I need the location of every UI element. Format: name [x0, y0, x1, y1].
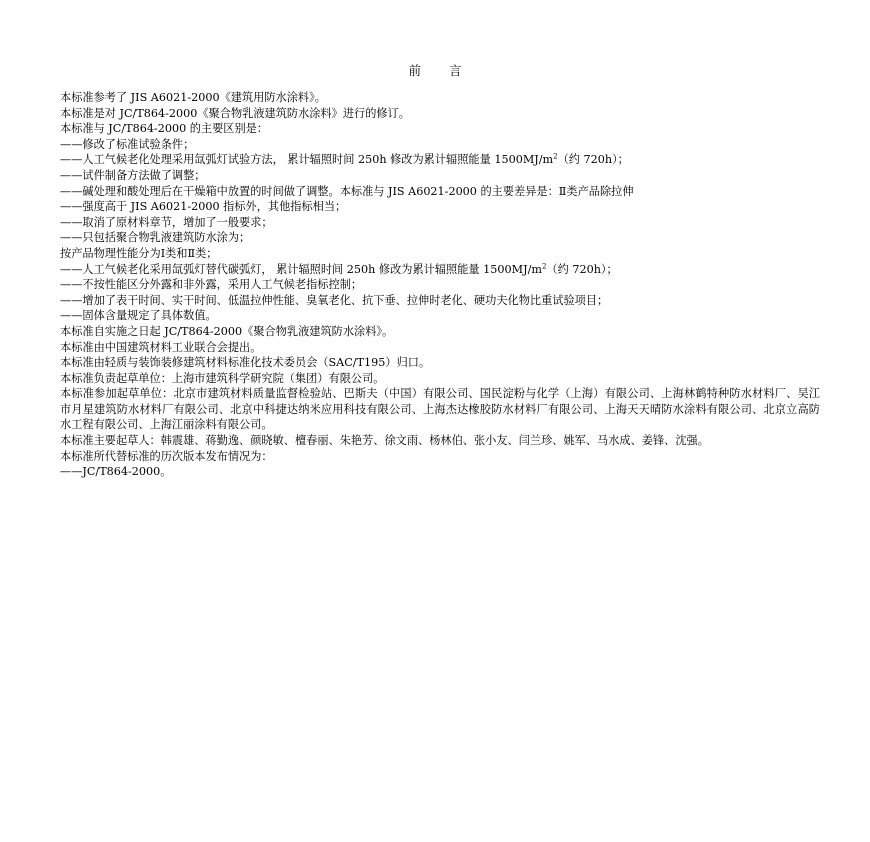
- line-text: ——增加了表干时间、实干时间、低温拉伸性能、臭氧老化、抗下垂、拉伸时老化、硬功夫化物比重试验项目；: [60, 293, 609, 307]
- history-line: 本标准所代替标准的历次版本发布情况为：: [60, 449, 273, 463]
- text-line: [60, 277, 820, 293]
- text-line: [60, 308, 820, 324]
- text-line: [60, 152, 820, 168]
- line-list: [60, 90, 820, 386]
- history-item-line: ——JC/T864-2000。: [60, 465, 172, 479]
- line-text: 本标准与 JC/T864-2000 的主要区别是：: [60, 122, 269, 136]
- line-text: 本标准自实施之日起 JC/T864-2000《聚合物乳液建筑防水涂料》。: [60, 324, 394, 338]
- line-text: ——固体含量规定了具体数值。: [60, 309, 217, 323]
- text-line: [60, 246, 820, 262]
- text-line: [60, 340, 820, 356]
- line-text: ——取消了原材料章节，增加了一般要求；: [60, 215, 273, 229]
- line-text: 本标准由轻质与装饰装修建筑材料标准化技术委员会（SAC/T195）归口。: [60, 356, 431, 370]
- line-text: ——人工气候老化处理采用氙弧灯试验方法， 累计辐照时间 250h 修改为累计辐照能量 1500MJ/m: [60, 153, 554, 167]
- text-line: [60, 137, 820, 153]
- text-line: [60, 371, 820, 387]
- line-text: ——修改了标准试验条件；: [60, 137, 195, 151]
- line-text: ——不按性能区分外露和非外露，采用人工气候老指标控制；: [60, 278, 363, 292]
- document-title: 前 言: [408, 63, 474, 78]
- line-text: 本标准由中国建筑材料工业联合会提出。: [60, 340, 262, 354]
- text-line: [60, 106, 820, 122]
- line-text: 本标准是对 JC/T864-2000《聚合物乳液建筑防水涂料》进行的修订。: [60, 106, 410, 120]
- text-line: [60, 199, 820, 215]
- text-line: [60, 90, 820, 106]
- participants-paragraph: 本标准参加起草单位：北京市建筑材料质量监督检验站、巴斯夫（中国）有限公司、国民淀粉与化学（上海）有限公司、上海林鹤特种防水材料厂、吴江市月星建筑防水材料厂有限公司、北京中科捷达纳米应用科技有限公司、上海杰达橡胶防水材料厂有限公司、上海天天晴防水涂料有限公司、北京立高防水工程有限公司、上海江丽涂料有限公司。: [60, 387, 820, 432]
- line-text: ——强度高于 JIS A6021-2000 指标外，其他指标相当；: [60, 200, 347, 214]
- line-superscript: 2: [541, 261, 547, 270]
- line-text: 本标准负责起草单位：上海市建筑科学研究院（集团）有限公司。: [60, 371, 385, 385]
- line-text: 本标准参考了 JIS A6021-2000《建筑用防水涂料》。: [60, 91, 326, 104]
- drafters-paragraph: 本标准主要起草人：韩震雄、蒋勤逸、颜晓敏、檀春丽、朱艳芳、徐文雨、杨林伯、张小友、闫兰珍、姚军、马水成、姜锋、沈强。: [60, 434, 709, 448]
- text-line: [60, 230, 820, 246]
- text-line: [60, 355, 820, 371]
- text-line: [60, 121, 820, 137]
- line-text: 按产品物理性能分为Ⅰ类和Ⅱ类；: [60, 246, 218, 260]
- document-body: [60, 90, 820, 480]
- text-line: [60, 168, 820, 184]
- line-superscript: 2: [553, 152, 558, 161]
- text-line: [60, 262, 820, 278]
- text-line: [60, 184, 820, 200]
- text-line: [60, 324, 820, 340]
- line-text-after: （约 720h）；: [557, 153, 629, 167]
- text-line: [60, 215, 820, 231]
- line-text-after: （约 720h）；: [546, 262, 618, 276]
- line-text: ——人工气候老化采用氙弧灯替代碳弧灯， 累计辐照时间 250h 修改为累计辐照能量 1500MJ/m: [60, 262, 542, 276]
- line-text: ——碱处理和酸处理后在干燥箱中放置的时间做了调整。本标准与 JIS A6021-2000 的主要差异是：Ⅱ类产品除拉伸: [60, 184, 634, 198]
- text-line: [60, 293, 820, 309]
- line-text: ——试件制备方法做了调整；: [60, 168, 206, 182]
- line-text: ——只包括聚合物乳液建筑防水涂为；: [60, 231, 251, 245]
